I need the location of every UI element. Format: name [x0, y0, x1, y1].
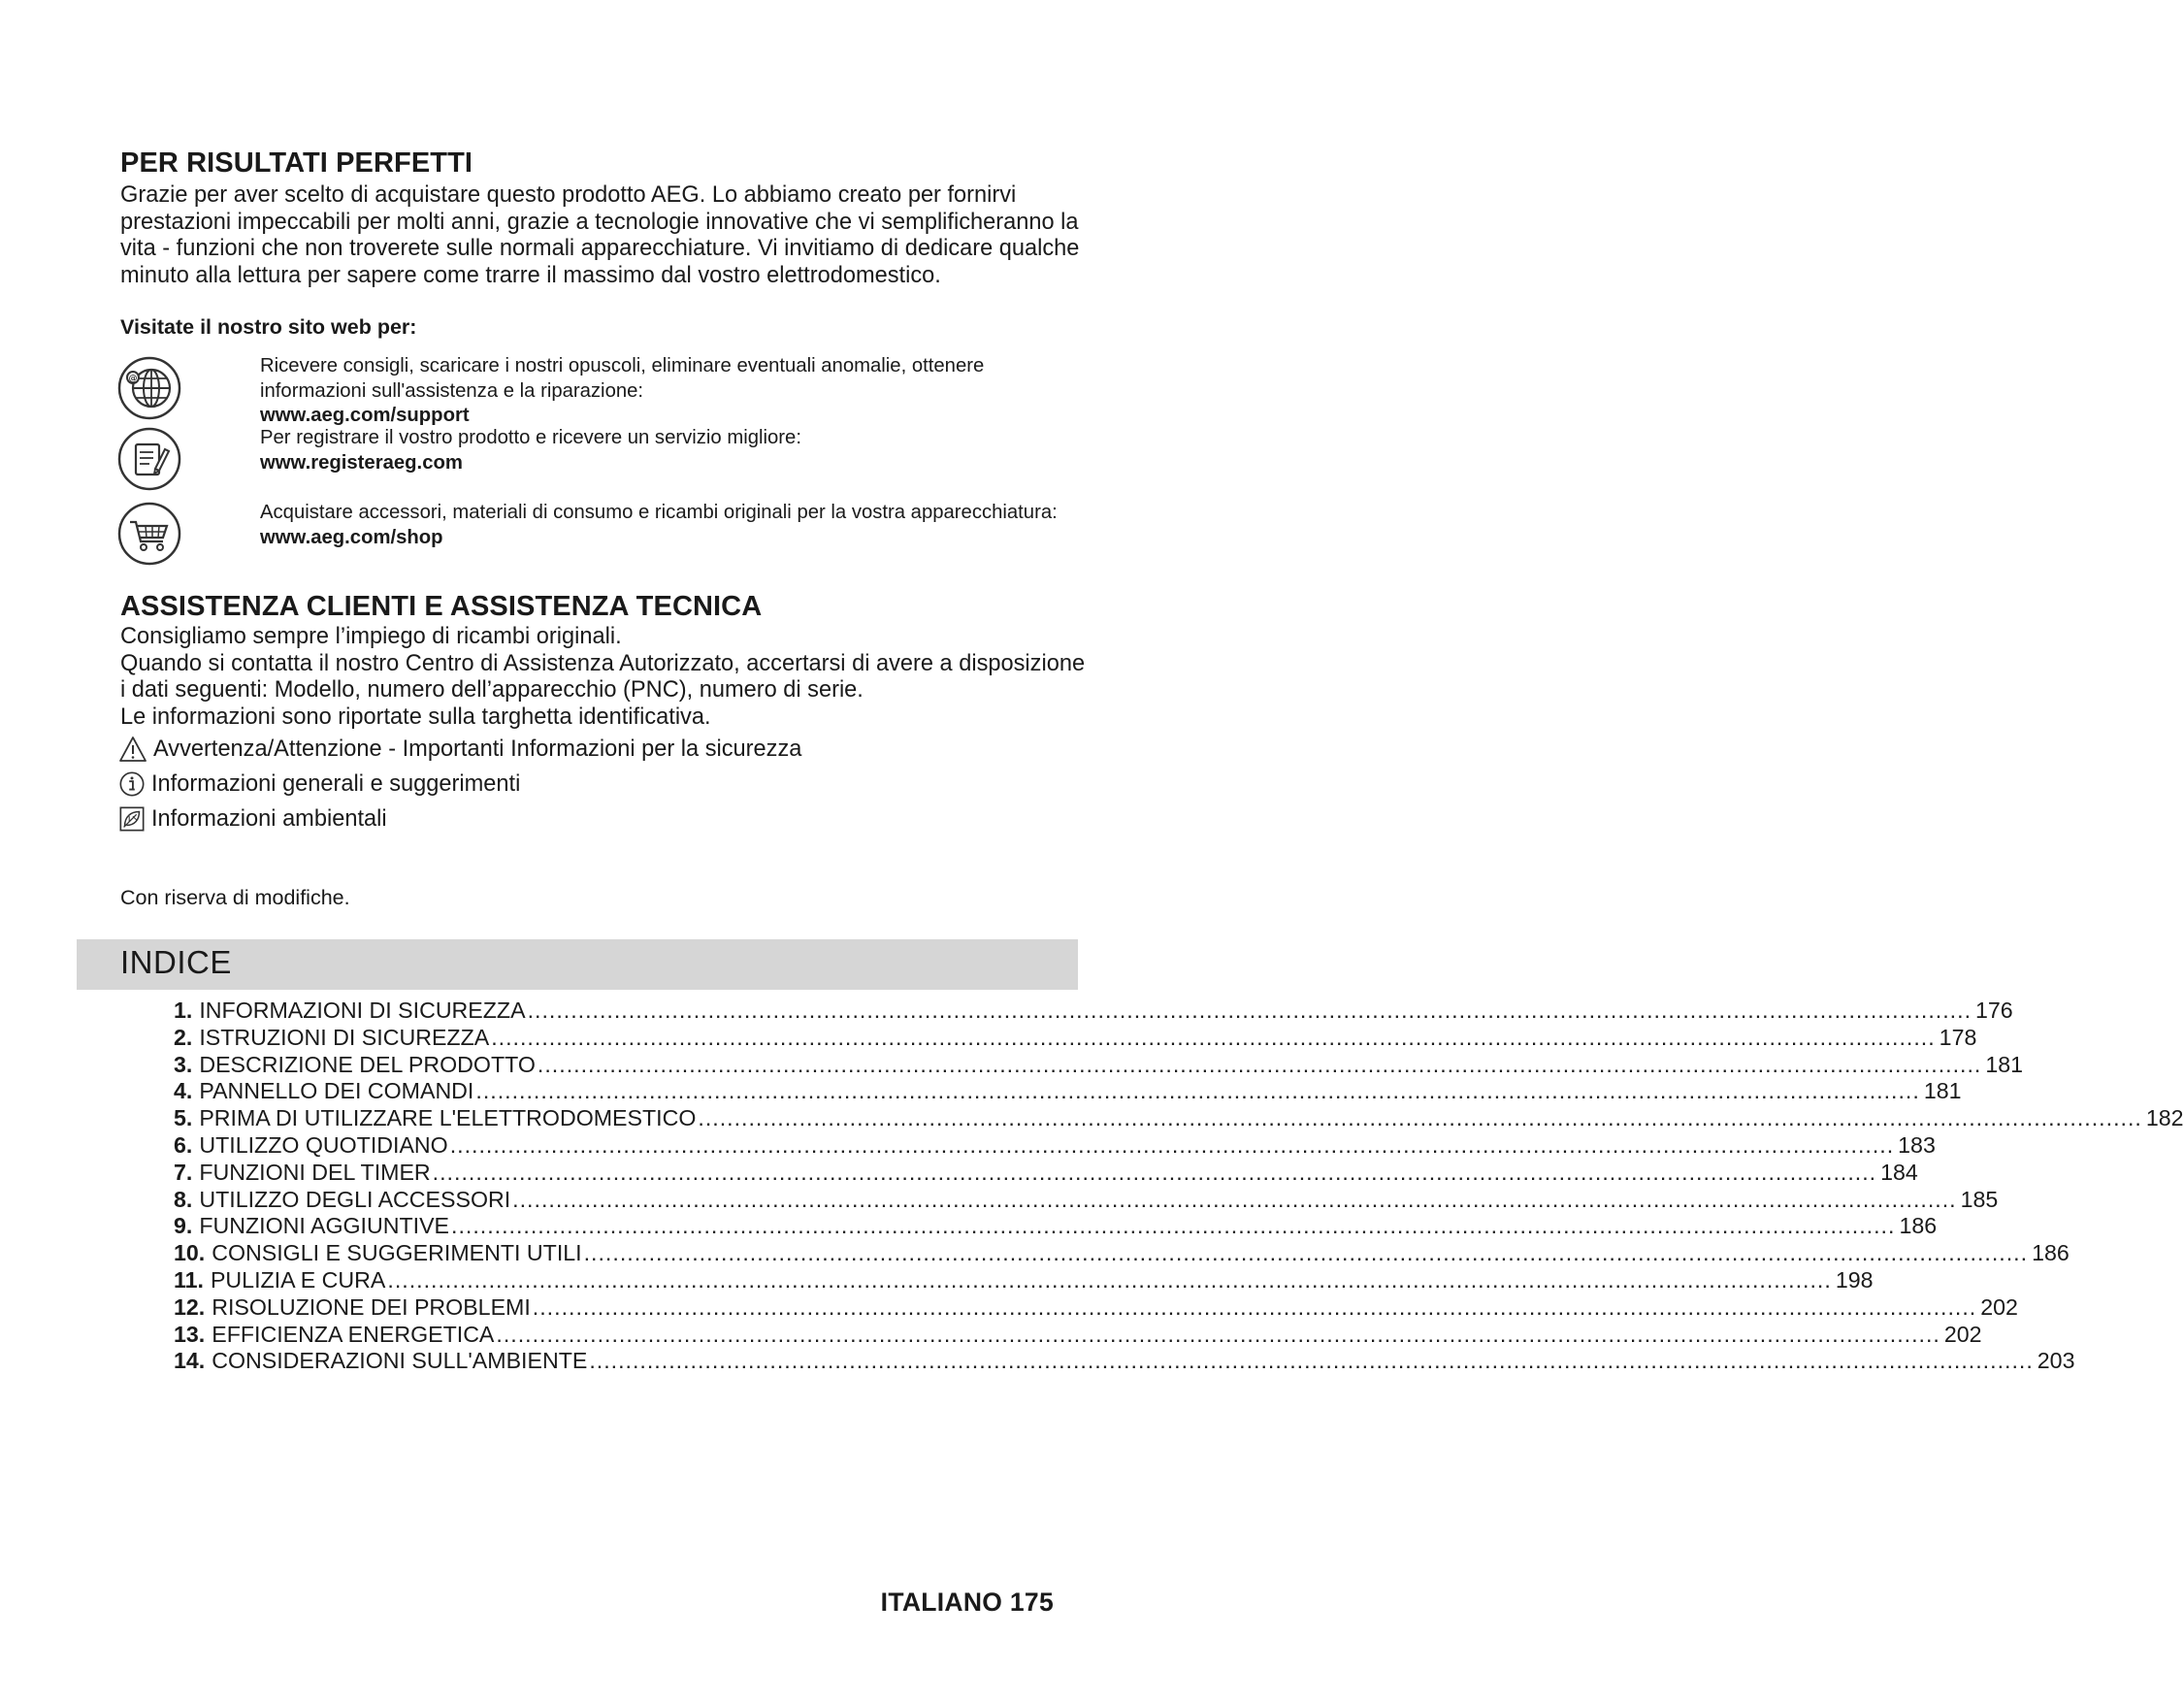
toc-number: 13. — [174, 1321, 206, 1347]
toc-number: 3. — [174, 1051, 193, 1077]
toc-title: PULIZIA E CURA — [210, 1266, 386, 1293]
assist-line: Le informazioni sono riportate sulla targhetta identificativa. — [120, 704, 711, 730]
toc-page-number: 185 — [1960, 1186, 1999, 1212]
subject-to-change-note: Con riserva di modifiche. — [120, 886, 350, 909]
toc-leader-dots: ........................................................................................................................................................................................................ — [432, 1159, 1877, 1185]
toc-entry[interactable] — [174, 1348, 2075, 1375]
intro-paragraph: Grazie per aver scelto di acquistare questo prodotto AEG. Lo abbiamo creato per fornirvi prestazioni impeccabili per molti anni, grazie a tecnologie innovative che vi semplificheranno la vita - funzioni che non troverete sulle normali apparecchiature. Vi invitiamo di dedicare qualche minuto alla lettura per sapere come trarre il massimo dal vostro elettrodomestico. — [120, 182, 1080, 288]
page-footer-language-page: ITALIANO 175 — [880, 1587, 1054, 1617]
toc-number: 12. — [174, 1293, 206, 1320]
web-link-shop-text — [260, 499, 1094, 551]
shopping-cart-icon — [116, 501, 182, 567]
toc-entry[interactable] — [174, 1078, 1962, 1105]
toc-page-number: 176 — [1975, 998, 2013, 1023]
toc-entry[interactable] — [174, 1131, 1936, 1160]
toc-title: FUNZIONI DEL TIMER — [199, 1159, 431, 1185]
toc-entry[interactable] — [174, 1213, 1938, 1240]
legend-environment — [118, 804, 387, 834]
toc-entry[interactable] — [174, 1051, 2024, 1079]
toc-number: 1. — [174, 998, 193, 1023]
toc-title: DESCRIZIONE DEL PRODOTTO — [199, 1051, 536, 1077]
toc-number: 10. — [174, 1240, 206, 1266]
toc-leader-dots: ........................................................................................................................................................................................................ — [589, 1348, 2034, 1374]
warning-triangle-icon — [118, 735, 147, 764]
toc-title: FUNZIONI AGGIUNTIVE — [199, 1213, 449, 1239]
legend-warning — [118, 735, 801, 764]
toc-title: RISOLUZIONE DEI PROBLEMI — [212, 1293, 531, 1320]
toc-leader-dots: ........................................................................................................................................................................................................ — [527, 998, 1972, 1023]
toc-page-number: 178 — [1939, 1024, 1977, 1050]
register-url-link[interactable]: www.registeraeg.com — [260, 451, 463, 474]
legend-warning-text: Avvertenza/Attenzione - Importanti Informazioni per la sicurezza — [153, 736, 802, 762]
toc-entry[interactable] — [174, 1186, 1999, 1214]
shop-description: Acquistare accessori, materiali di consumo e ricambi originali per la vostra apparecchiatura: — [260, 502, 1058, 523]
toc-page-number: 186 — [2032, 1240, 2070, 1266]
register-description: Per registrare il vostro prodotto e ricevere un servizio migliore: — [260, 427, 801, 448]
customer-service-body — [120, 624, 1091, 731]
toc-page-number: 186 — [1899, 1213, 1938, 1239]
toc-entry[interactable] — [174, 1266, 1874, 1294]
toc-entry[interactable] — [174, 1105, 2184, 1132]
toc-title: CONSIDERAZIONI SULL'AMBIENTE — [212, 1348, 588, 1374]
legend-environment-text: Informazioni ambientali — [151, 806, 387, 832]
toc-number: 11. — [174, 1266, 204, 1293]
toc-entry[interactable] — [174, 1159, 1918, 1187]
legend-info-text: Informazioni generali e suggerimenti — [151, 771, 521, 797]
toc-title: INFORMAZIONI DI SICUREZZA — [199, 998, 526, 1023]
toc-page-number: 202 — [1943, 1321, 1982, 1347]
toc-leader-dots: ........................................................................................................................................................................................................ — [512, 1186, 1957, 1212]
toc-leader-dots: ........................................................................................................................................................................................................ — [475, 1078, 1920, 1104]
toc-page-number: 198 — [1835, 1266, 1874, 1293]
toc-number: 4. — [174, 1078, 193, 1104]
toc-number: 7. — [174, 1159, 193, 1185]
support-description: Ricevere consigli, scaricare i nostri opuscoli, eliminare eventuali anomalie, ottenere informazioni sull'assistenza e la riparazione: — [260, 355, 985, 402]
web-link-register-text — [260, 426, 1094, 475]
toc-page-number: 184 — [1880, 1159, 1918, 1185]
info-icon — [118, 769, 146, 799]
toc-leader-dots: ........................................................................................................................................................................................................ — [698, 1105, 2142, 1131]
support-url-link[interactable]: www.aeg.com/support — [260, 405, 470, 426]
assist-line: Consigliamo sempre l’impiego di ricambi originali. — [120, 624, 622, 649]
svg-text:@: @ — [128, 374, 138, 384]
toc-entry[interactable] — [174, 1321, 1982, 1349]
visit-website-label: Visitate il nostro sito web per: — [120, 315, 417, 339]
toc-page-number: 181 — [1985, 1051, 2024, 1077]
toc-entry[interactable] — [174, 1240, 2070, 1267]
toc-page-number: 202 — [1980, 1293, 2018, 1320]
index-title: INDICE — [120, 944, 232, 980]
toc-leader-dots: ........................................................................................................................................................................................................ — [491, 1024, 1936, 1050]
toc-leader-dots: ........................................................................................................................................................................................................ — [583, 1240, 2029, 1266]
toc-title: ISTRUZIONI DI SICUREZZA — [199, 1024, 490, 1050]
toc-number: 14. — [174, 1348, 206, 1374]
toc-leader-dots: ........................................................................................................................................................................................................ — [496, 1321, 1940, 1347]
toc-title: EFFICIENZA ENERGETICA — [212, 1321, 495, 1347]
toc-leader-dots: ........................................................................................................................................................................................................ — [449, 1131, 1895, 1158]
environment-leaf-icon — [118, 804, 146, 834]
registration-form-icon — [116, 426, 182, 492]
toc-title: CONSIGLI E SUGGERIMENTI UTILI — [212, 1240, 582, 1266]
toc-title: UTILIZZO QUOTIDIANO — [199, 1131, 448, 1158]
toc-page-number: 182 — [2145, 1105, 2184, 1131]
toc-page-number: 203 — [2037, 1348, 2075, 1374]
globe-web-icon — [116, 355, 182, 421]
toc-leader-dots: ........................................................................................................................................................................................................ — [532, 1293, 1977, 1320]
toc-number: 8. — [174, 1186, 193, 1212]
toc-leader-dots: ........................................................................................................................................................................................................ — [451, 1213, 1896, 1239]
toc-page-number: 183 — [1898, 1131, 1936, 1158]
toc-leader-dots: ........................................................................................................................................................................................................ — [387, 1266, 1832, 1293]
toc-entry[interactable] — [174, 1293, 2018, 1322]
legend-info — [118, 769, 520, 799]
table-of-contents — [174, 998, 2184, 1375]
toc-title: PANNELLO DEI COMANDI — [199, 1078, 474, 1104]
toc-leader-dots: ........................................................................................................................................................................................................ — [537, 1051, 1982, 1077]
assist-line: Quando si contatta il nostro Centro di Assistenza Autorizzato, accertarsi di avere a disposizione i dati seguenti: Modello, numero dell’apparecchio (PNC), numero di serie. — [120, 650, 1086, 704]
toc-number: 2. — [174, 1024, 193, 1050]
section-title-perfect-results: PER RISULTATI PERFETTI — [120, 147, 473, 179]
web-link-support-text — [260, 354, 1094, 429]
shop-url-link[interactable]: www.aeg.com/shop — [260, 527, 443, 548]
section-title-customer-service: ASSISTENZA CLIENTI E ASSISTENZA TECNICA — [120, 591, 763, 622]
toc-entry[interactable] — [174, 998, 2013, 1025]
toc-entry[interactable] — [174, 1024, 1977, 1052]
toc-title: PRIMA DI UTILIZZARE L'ELETTRODOMESTICO — [199, 1105, 697, 1131]
toc-number: 9. — [174, 1213, 193, 1239]
toc-number: 5. — [174, 1105, 193, 1131]
toc-number: 6. — [174, 1131, 193, 1158]
toc-page-number: 181 — [1923, 1078, 1962, 1104]
toc-title: UTILIZZO DEGLI ACCESSORI — [199, 1186, 511, 1212]
